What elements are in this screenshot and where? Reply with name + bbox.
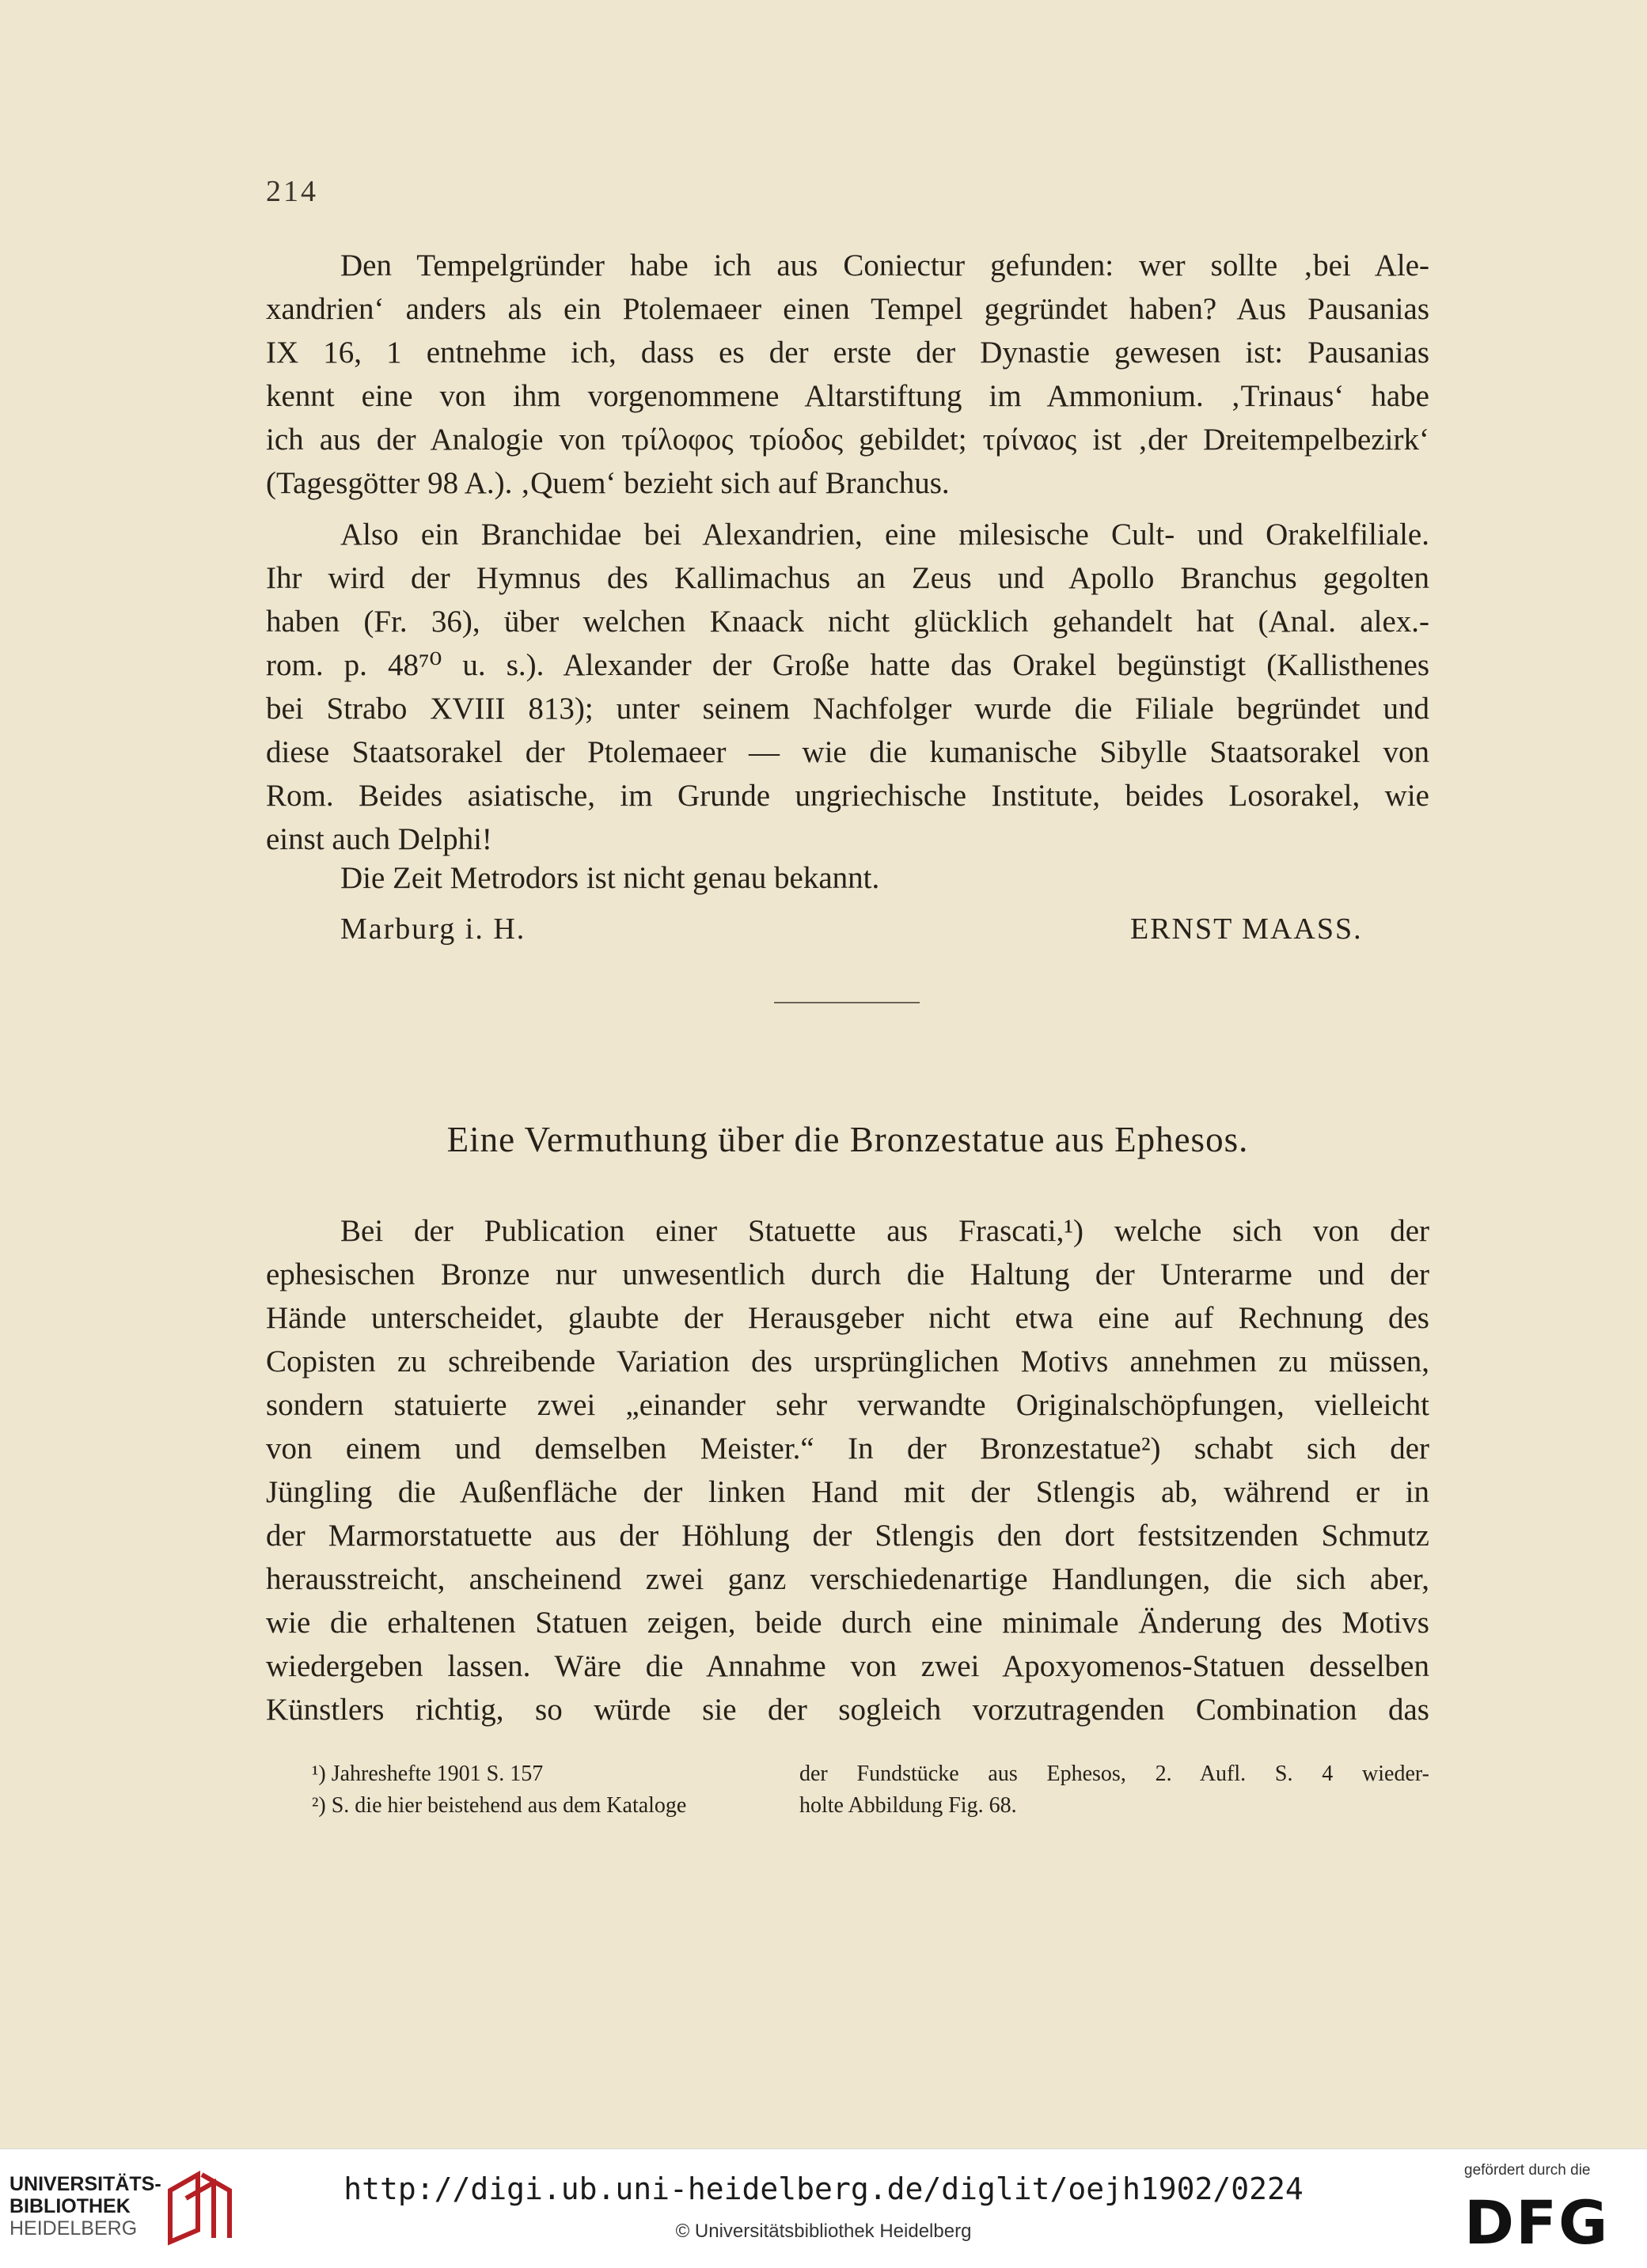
text-line: kennt eine von ihm vorgenommene Altarstiftung im Ammonium. ‚Trinaus‘ habe bbox=[266, 379, 1429, 413]
paragraph-3 bbox=[266, 856, 1429, 900]
library-name-line: BIBLIOTHEK bbox=[9, 2195, 131, 2217]
text-line: Bei der Publication einer Statuette aus Frascati,¹) welche sich von der bbox=[340, 1214, 1429, 1248]
signature-place: Marburg i. H. bbox=[340, 912, 526, 946]
text-line: IX 16, 1 entnehme ich, dass es der erste der Dynastie gewesen ist: Pausanias bbox=[266, 336, 1429, 370]
text-line: Ihr wird der Hymnus des Kallimachus an Zeus und Apollo Branchus gegolten bbox=[266, 561, 1429, 595]
text-line: wie die erhaltenen Statuen zeigen, beide durch eine minimale Änderung des Motivs bbox=[266, 1606, 1429, 1640]
permalink-url[interactable]: http://digi.ub.uni-heidelberg.de/diglit/oejh1902/0224 bbox=[343, 2171, 1304, 2206]
text-line: (Tagesgötter 98 A.). ‚Quem‘ bezieht sich auf Branchus. bbox=[266, 466, 950, 500]
library-name-line: HEIDELBERG bbox=[9, 2217, 138, 2240]
text-line: Künstlers richtig, so würde sie der sogleich vorzutragenden Combination das bbox=[266, 1693, 1429, 1727]
footnote-continuation-1: der Fundstücke aus Ephesos, 2. Aufl. S. 4 wieder- bbox=[799, 1762, 1429, 1786]
text-line: der Marmorstatuette aus der Höhlung der Stlengis den dort festsitzenden Schmutz bbox=[266, 1519, 1429, 1553]
text-line: wiedergeben lassen. Wäre die Annahme von zwei Apoxyomenos-Statuen desselben bbox=[266, 1649, 1429, 1683]
text-line: Die Zeit Metrodors ist nicht genau bekannt. bbox=[340, 861, 880, 895]
text-line: einst auch Delphi! bbox=[266, 822, 492, 856]
text-line: diese Staatsorakel der Ptolemaeer — wie die kumanische Sibylle Staatsorakel von bbox=[266, 735, 1429, 769]
text-line: sondern statuierte zwei „einander sehr verwandte Originalschöpfungen, vielleicht bbox=[266, 1388, 1429, 1422]
footer-bar bbox=[0, 2149, 1647, 2268]
paragraph-1 bbox=[266, 244, 1429, 505]
paragraph-2 bbox=[266, 513, 1429, 861]
text-line: bei Strabo XVIII 813); unter seinem Nachfolger wurde die Filiale begründet und bbox=[266, 692, 1429, 726]
text-line: ich aus der Analogie von τρίλοφος τρίοδος gebildet; τρίναος ist ‚der Dreitempelbezirk‘ bbox=[266, 423, 1429, 457]
text-line: herausstreicht, anscheinend zwei ganz verschiedenartige Handlungen, die sich aber, bbox=[266, 1562, 1429, 1596]
funder-label: gefördert durch die bbox=[1464, 2162, 1591, 2179]
footnote-2: ²) S. die hier beistehend aus dem Kataloge bbox=[312, 1793, 687, 1818]
text-line: Copisten zu schreibende Variation des ursprünglichen Motivs annehmen zu müssen, bbox=[266, 1344, 1429, 1379]
footnote-continuation-2: holte Abbildung Fig. 68. bbox=[799, 1793, 1017, 1818]
text-line: Jüngling die Außenfläche der linken Hand mit der Stlengis ab, während er in bbox=[266, 1475, 1429, 1509]
text-line: ephesischen Bronze nur unwesentlich durch die Haltung der Unterarme und der bbox=[266, 1257, 1429, 1291]
text-line: von einem und demselben Meister.“ In der Bronzestatue²) schabt sich der bbox=[266, 1432, 1429, 1466]
text-line: Rom. Beides asiatische, im Grunde ungriechische Institute, beides Losorakel, wie bbox=[266, 779, 1429, 813]
copyright-notice: © Universitätsbibliothek Heidelberg bbox=[675, 2221, 972, 2242]
dfg-logo: DFG bbox=[1464, 2187, 1610, 2258]
article-body bbox=[266, 1209, 1429, 1731]
library-name-line: UNIVERSITÄTS- bbox=[9, 2173, 161, 2195]
section-divider bbox=[774, 1002, 920, 1003]
text-line: haben (Fr. 36), über welchen Knaack nicht glücklich gehandelt hat (Anal. alex.- bbox=[266, 605, 1429, 639]
text-line: Hände unterscheidet, glaubte der Herausgeber nicht etwa eine auf Rechnung des bbox=[266, 1301, 1429, 1335]
page-number: 214 bbox=[266, 175, 318, 208]
article-title: Eine Vermuthung über die Bronzestatue aus Ephesos. bbox=[446, 1120, 1249, 1159]
text-line: rom. p. 48⁷⁰ u. s.). Alexander der Große hatte das Orakel begünstigt (Kallisthenes bbox=[266, 648, 1429, 682]
footnote-1: ¹) Jahreshefte 1901 S. 157 bbox=[312, 1762, 544, 1786]
text-line: xandrien‘ anders als ein Ptolemaeer einen Tempel gegründet haben? Aus Pausanias bbox=[266, 292, 1429, 326]
signature-author: ERNST MAASS. bbox=[1130, 912, 1363, 946]
text-line: Den Tempelgründer habe ich aus Coniectur gefunden: wer sollte ‚bei Ale- bbox=[340, 248, 1429, 283]
text-line: Also ein Branchidae bei Alexandrien, eine milesische Cult- und Orakelfiliale. bbox=[340, 518, 1429, 552]
